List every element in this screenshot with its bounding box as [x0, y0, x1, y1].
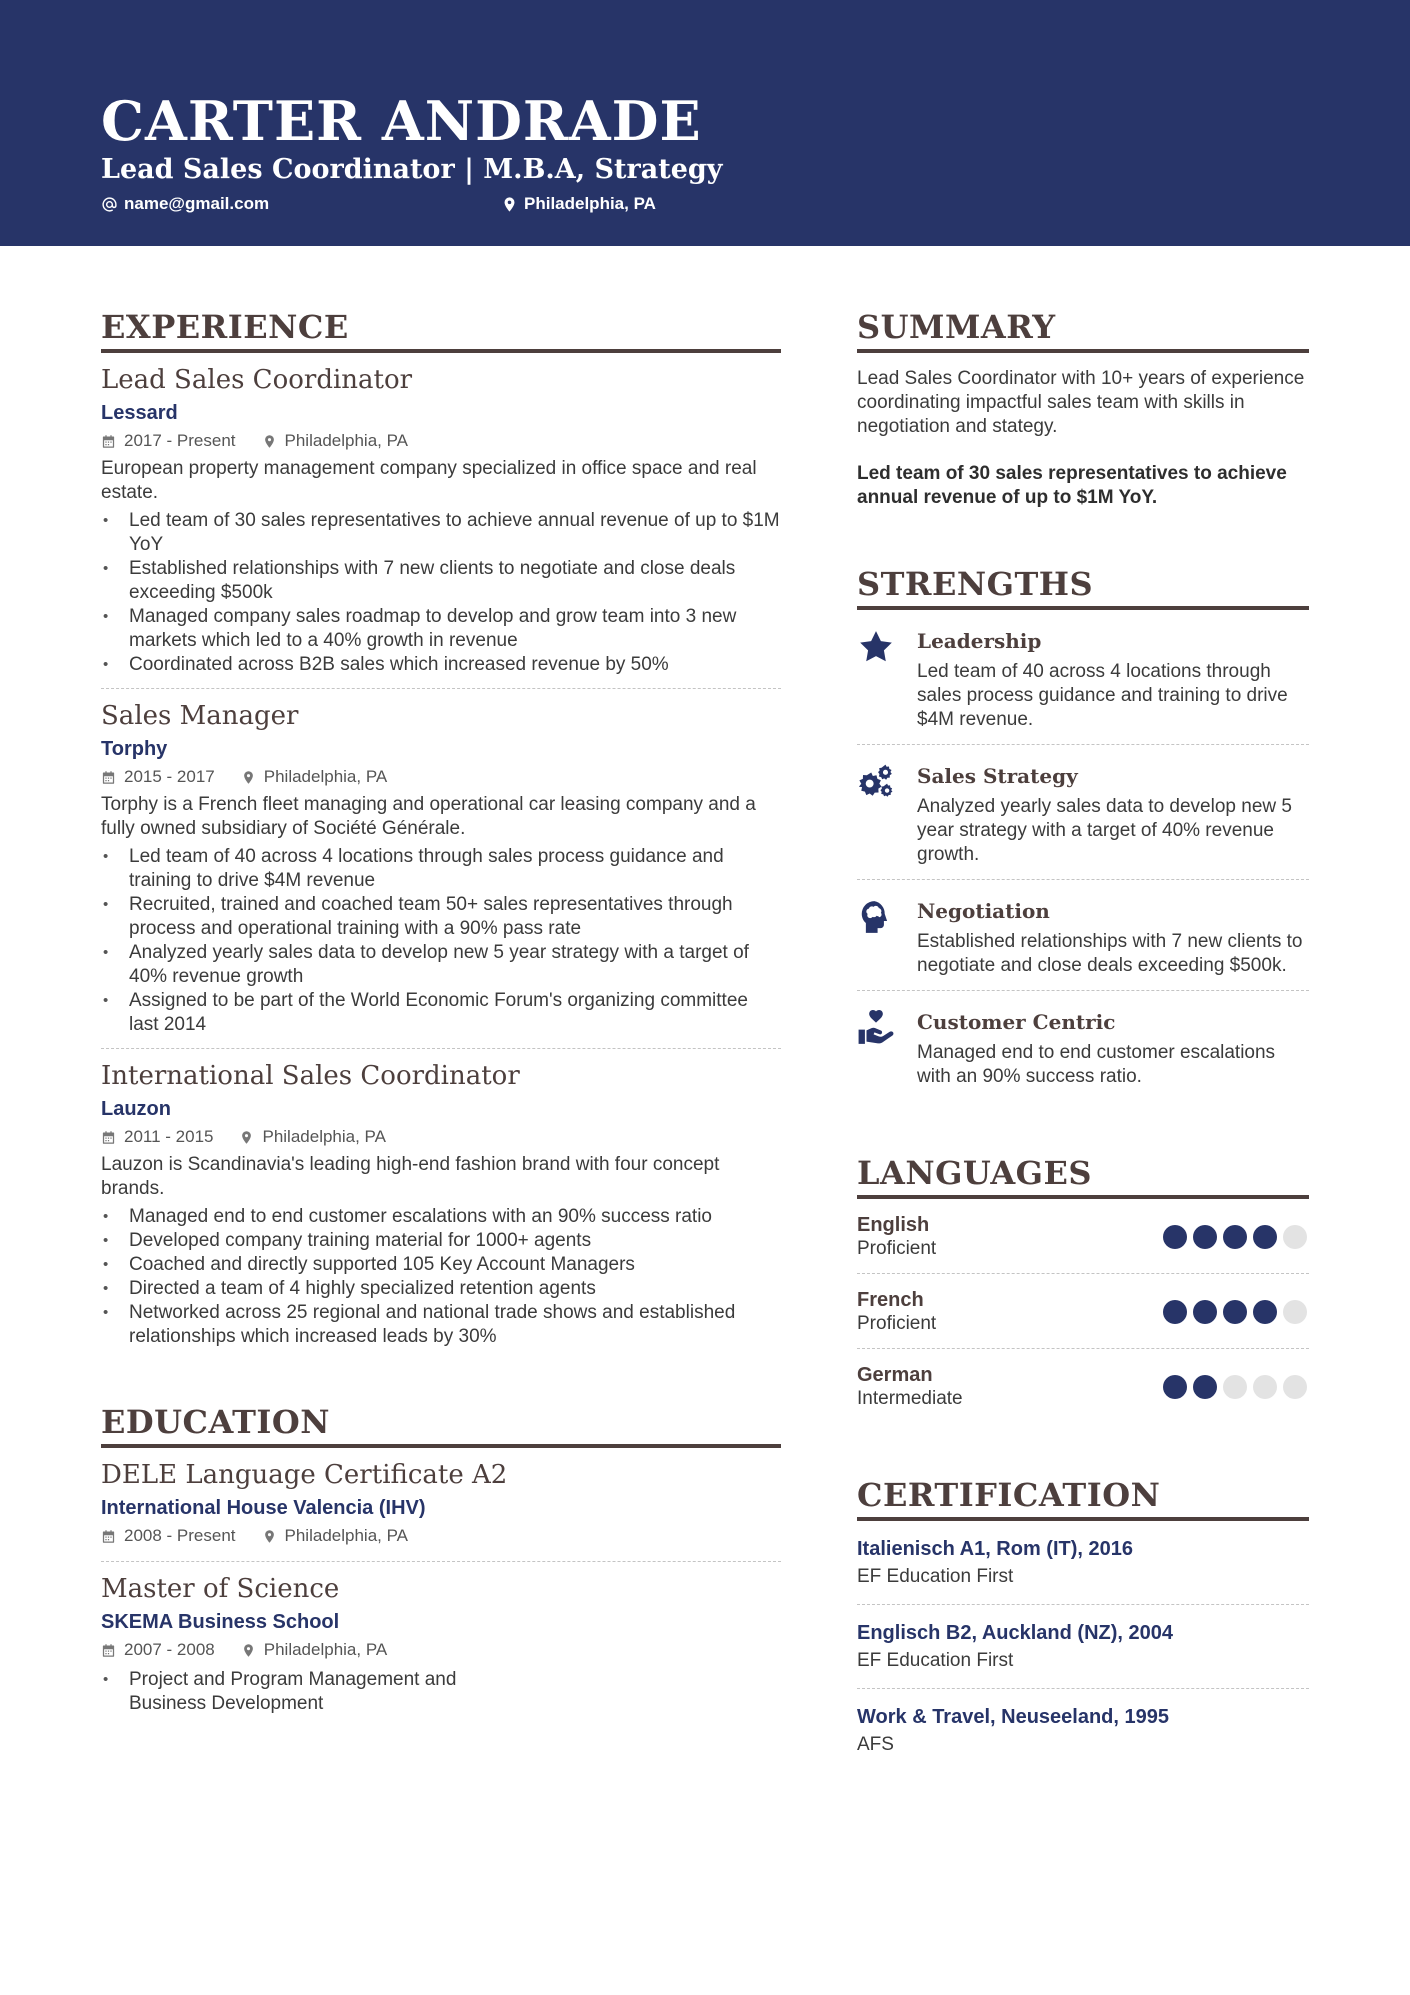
job-location-text: Philadelphia, PA: [262, 1127, 386, 1146]
language-level: Intermediate: [857, 1388, 963, 1409]
language-level: Proficient: [857, 1238, 937, 1259]
job-role: Sales Manager: [101, 701, 299, 731]
rating-dot: [1193, 1225, 1217, 1249]
strength-description: Led team of 40 across 4 locations through sales process guidance and training to drive $4M revenue.: [917, 661, 1288, 730]
job-dates: [101, 1123, 213, 1151]
certification-list: [857, 1521, 1309, 1772]
achievement-item: • Managed end to end customer escalations with an 90% success ratio: [101, 1205, 781, 1229]
job-meta: [101, 763, 781, 791]
strength-icon-wrap: [857, 626, 917, 732]
achievement-item: • Developed company training material for 1000+ agents: [101, 1229, 781, 1253]
calendar-icon: [101, 1643, 116, 1658]
certification-org: AFS: [857, 1734, 894, 1755]
email-contact[interactable]: [101, 193, 269, 215]
language-info: [857, 1213, 936, 1261]
job-location-text: Philadelphia, PA: [284, 431, 409, 450]
language-name: English: [857, 1214, 930, 1236]
achievement-item: • Led team of 40 across 4 locations through sales process guidance and training to drive $4M revenue: [101, 845, 781, 893]
strength-icon-wrap: [857, 761, 917, 867]
certification-section: [857, 1473, 1309, 1772]
strength-body: [917, 1007, 1309, 1089]
location-text: Philadelphia, PA: [524, 194, 656, 213]
certification-title: Work & Travel, Neuseeland, 1995: [857, 1706, 1170, 1728]
calendar-icon: [101, 434, 116, 449]
experience-heading: EXPERIENCE: [101, 305, 781, 353]
rating-dot: [1163, 1300, 1187, 1324]
strength-item: [857, 610, 1309, 745]
company-name: Torphy: [101, 738, 168, 760]
certification-org: EF Education First: [857, 1566, 1014, 1587]
strengths-section: [857, 562, 1309, 1101]
rating-dot: [1283, 1375, 1307, 1399]
language-info: [857, 1288, 936, 1336]
achievement-item: • Coached and directly supported 105 Key Account Managers: [101, 1253, 781, 1277]
school-name: SKEMA Business School: [101, 1611, 340, 1633]
language-item: [857, 1349, 1309, 1423]
rating-dot: [1223, 1225, 1247, 1249]
education-dates-text: 2008 - Present: [124, 1526, 236, 1545]
strength-title: Leadership: [917, 629, 1042, 653]
education-list: [101, 1448, 781, 1727]
at-icon: [101, 196, 118, 213]
education-location: [262, 1522, 409, 1550]
company-name: Lauzon: [101, 1098, 171, 1120]
map-pin-icon: [262, 1529, 277, 1544]
left-column: [101, 305, 781, 1765]
strength-body: [917, 896, 1309, 978]
calendar-icon: [101, 1130, 116, 1145]
education-location: [241, 1636, 388, 1664]
head-brain-icon: [857, 898, 895, 936]
education-section: [101, 1400, 781, 1727]
job-meta: [101, 427, 781, 455]
job-location: [239, 1123, 386, 1151]
strength-description: Managed end to end customer escalations with an 90% success ratio.: [917, 1042, 1276, 1087]
map-pin-icon: [241, 770, 256, 785]
company-description: Lauzon is Scandinavia's leading high-end fashion brand with four concept brands.: [101, 1154, 720, 1199]
star-icon: [857, 628, 895, 666]
education-meta: [101, 1522, 781, 1550]
experience-list: [101, 353, 781, 1360]
rating-dot: [1253, 1225, 1277, 1249]
job-dates: [101, 763, 215, 791]
rating-dot: [1223, 1300, 1247, 1324]
job-meta: [101, 1123, 781, 1151]
strength-description: Analyzed yearly sales data to develop new 5 year strategy with a target of 40% revenue growth.: [917, 796, 1292, 865]
strength-icon-wrap: [857, 896, 917, 978]
candidate-title: Lead Sales Coordinator | M.B.A, Strategy: [101, 154, 723, 185]
education-detail-list: [101, 1668, 521, 1716]
strength-item: [857, 745, 1309, 880]
certification-heading: CERTIFICATION: [857, 1473, 1309, 1521]
strength-title: Negotiation: [917, 899, 1050, 923]
strength-body: [917, 626, 1309, 732]
achievement-item: • Directed a team of 4 highly specialized retention agents: [101, 1277, 781, 1301]
language-item: [857, 1199, 1309, 1274]
education-location-text: Philadelphia, PA: [284, 1526, 409, 1545]
achievement-item: • Managed company sales roadmap to develop and grow team into 3 new markets which led to a 40% growth in revenue: [101, 605, 781, 653]
achievement-list: [101, 509, 781, 677]
map-pin-icon: [239, 1130, 254, 1145]
job-dates: [101, 427, 236, 455]
job-dates-text: 2017 - Present: [124, 431, 236, 450]
summary-section: [857, 305, 1309, 510]
language-rating: [1163, 1375, 1307, 1399]
summary-text: Lead Sales Coordinator with 10+ years of experience coordinating impactful sales team with skills in negotiation and stategy.: [857, 368, 1305, 437]
language-level: Proficient: [857, 1313, 937, 1334]
languages-list: [857, 1199, 1309, 1423]
education-dates: [101, 1522, 236, 1550]
language-info: [857, 1363, 963, 1411]
rating-dot: [1223, 1375, 1247, 1399]
calendar-icon: [101, 770, 116, 785]
education-meta: [101, 1636, 781, 1664]
experience-section: [101, 305, 781, 1360]
languages-heading: LANGUAGES: [857, 1151, 1309, 1199]
language-name: French: [857, 1289, 924, 1311]
summary-highlight: Led team of 30 sales representatives to achieve annual revenue of up to $1M YoY.: [857, 463, 1287, 508]
achievement-item: • Led team of 30 sales representatives to achieve annual revenue of up to $1M YoY: [101, 509, 781, 557]
strength-description: Established relationships with 7 new clients to negotiate and close deals exceeding $500k.: [917, 931, 1303, 976]
school-name: International House Valencia (IHV): [101, 1497, 426, 1519]
certification-title: Englisch B2, Auckland (NZ), 2004: [857, 1622, 1174, 1644]
experience-entry: [101, 1049, 781, 1360]
candidate-name: CARTER ANDRADE: [101, 89, 702, 153]
email-text: name@gmail.com: [124, 194, 270, 213]
degree-name: Master of Science: [101, 1574, 340, 1604]
achievement-list: [101, 1205, 781, 1349]
gears-icon: [857, 763, 895, 801]
job-role: International Sales Coordinator: [101, 1061, 520, 1091]
rating-dot: [1193, 1300, 1217, 1324]
company-description: European property management company specialized in office space and real estate.: [101, 458, 757, 503]
achievement-list: [101, 845, 781, 1037]
job-location: [241, 763, 388, 791]
achievement-item: • Analyzed yearly sales data to develop new 5 year strategy with a target of 40% revenue growth: [101, 941, 781, 989]
job-role: Lead Sales Coordinator: [101, 365, 413, 395]
certification-item: [857, 1689, 1309, 1772]
language-name: German: [857, 1364, 933, 1386]
rating-dot: [1253, 1300, 1277, 1324]
rating-dot: [1193, 1375, 1217, 1399]
location-contact: [501, 193, 656, 215]
certification-item: [857, 1605, 1309, 1689]
calendar-icon: [101, 1529, 116, 1544]
experience-entry: [101, 689, 781, 1049]
strength-body: [917, 761, 1309, 867]
rating-dot: [1283, 1300, 1307, 1324]
strengths-heading: STRENGTHS: [857, 562, 1309, 610]
summary-heading: SUMMARY: [857, 305, 1309, 353]
achievement-item: • Assigned to be part of the World Economic Forum's organizing committee last 2014: [101, 989, 781, 1037]
strength-icon-wrap: [857, 1007, 917, 1089]
education-heading: EDUCATION: [101, 1400, 781, 1448]
map-pin-icon: [262, 434, 277, 449]
resume-header: [0, 0, 1410, 246]
language-item: [857, 1274, 1309, 1349]
rating-dot: [1163, 1225, 1187, 1249]
strength-title: Customer Centric: [917, 1010, 1116, 1034]
job-location: [262, 427, 409, 455]
education-dates: [101, 1636, 215, 1664]
right-column: [857, 305, 1309, 1810]
job-dates-text: 2011 - 2015: [124, 1127, 214, 1146]
degree-name: DELE Language Certificate A2: [101, 1460, 508, 1490]
map-pin-icon: [241, 1643, 256, 1658]
job-dates-text: 2015 - 2017: [124, 767, 215, 786]
achievement-item: • Recruited, trained and coached team 50+ sales representatives through process and operational training with a 90% pass rate: [101, 893, 781, 941]
language-rating: [1163, 1300, 1307, 1324]
achievement-item: • Coordinated across B2B sales which increased revenue by 50%: [101, 653, 781, 677]
strength-title: Sales Strategy: [917, 764, 1078, 788]
achievement-item: • Established relationships with 7 new clients to negotiate and close deals exceeding $500k: [101, 557, 781, 605]
strength-item: [857, 991, 1309, 1101]
rating-dot: [1253, 1375, 1277, 1399]
hand-heart-icon: [857, 1009, 895, 1047]
rating-dot: [1163, 1375, 1187, 1399]
language-rating: [1163, 1225, 1307, 1249]
company-description: Torphy is a French fleet managing and operational car leasing company and a fully owned subsidiary of Société Générale.: [101, 794, 756, 839]
education-location-text: Philadelphia, PA: [263, 1640, 388, 1659]
experience-entry: [101, 353, 781, 689]
certification-org: EF Education First: [857, 1650, 1014, 1671]
certification-title: Italienisch A1, Rom (IT), 2016: [857, 1538, 1134, 1560]
achievement-item: • Networked across 25 regional and national trade shows and established relationships which increased leads by 30%: [101, 1301, 781, 1349]
education-dates-text: 2007 - 2008: [124, 1640, 215, 1659]
strengths-list: [857, 610, 1309, 1101]
education-entry: [101, 1562, 781, 1727]
education-detail-item: • Project and Program Management and Business Development: [101, 1668, 521, 1716]
certification-item: [857, 1521, 1309, 1605]
map-pin-icon: [501, 196, 518, 213]
company-name: Lessard: [101, 402, 178, 424]
rating-dot: [1283, 1225, 1307, 1249]
languages-section: [857, 1151, 1309, 1423]
job-location-text: Philadelphia, PA: [263, 767, 388, 786]
education-entry: [101, 1448, 781, 1562]
strength-item: [857, 880, 1309, 991]
